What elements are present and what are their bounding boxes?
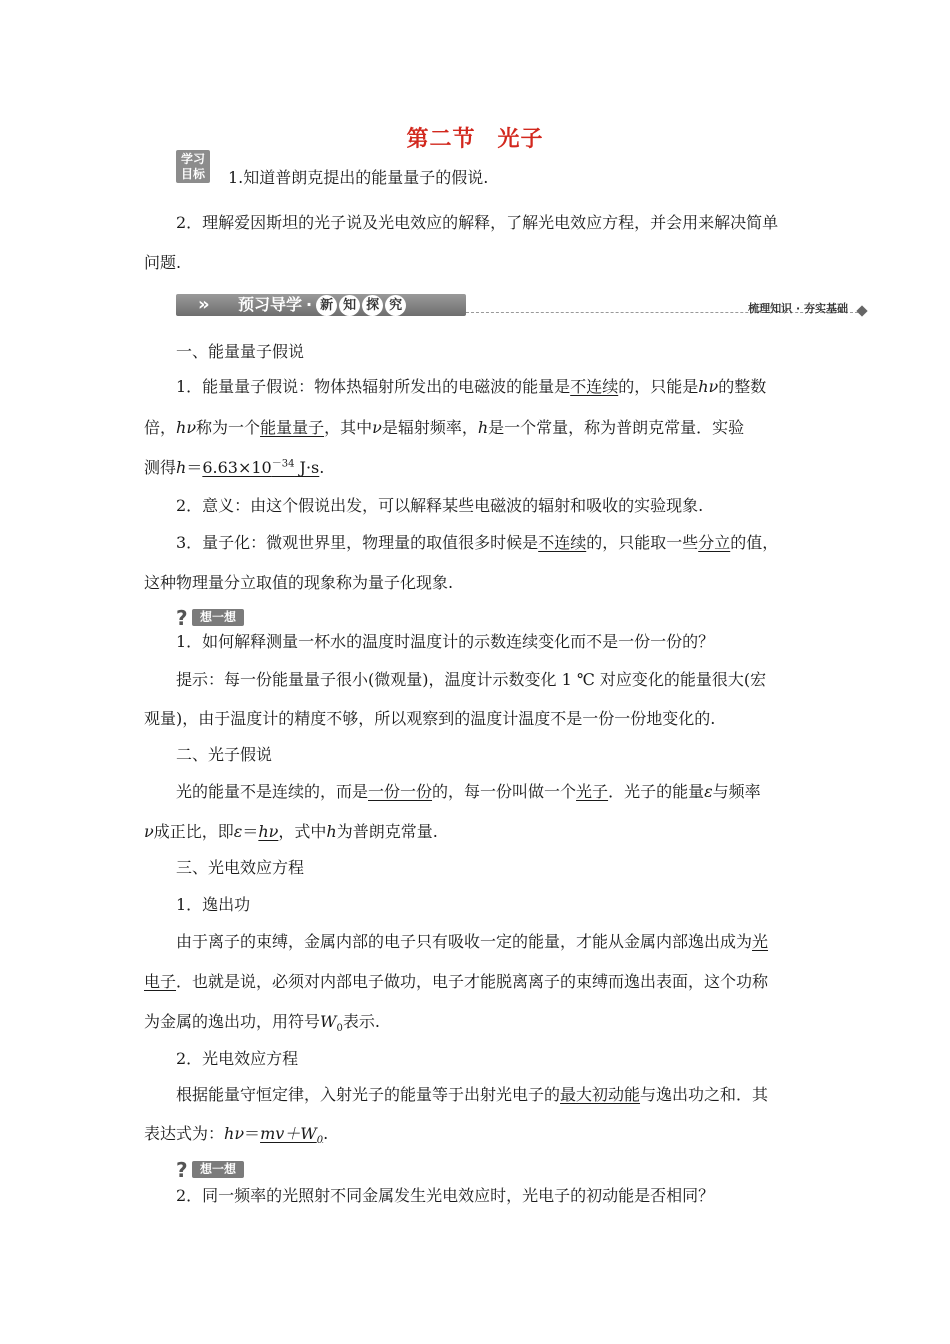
text: 光的能量不是连续的，而是 bbox=[176, 782, 369, 801]
underlined-answer: hν bbox=[258, 822, 279, 841]
banner-char-3: 探 bbox=[362, 295, 383, 316]
think1-question: 1．如何解释测量一杯水的温度时温度计的示数连续变化而不是一份一份的？ bbox=[176, 632, 715, 651]
math-hv: hν bbox=[698, 377, 719, 396]
text: 与频率 bbox=[712, 782, 761, 801]
section1-p1-line3 bbox=[144, 458, 324, 478]
text: 为金属的逸出功，用符号 bbox=[144, 1012, 321, 1031]
text: ＝ bbox=[242, 822, 259, 841]
section3-p1-line3 bbox=[144, 1012, 380, 1035]
text: 3．量子化：微观世界里，物理量的取值很多时候是 bbox=[176, 533, 539, 552]
text: 的，只能是 bbox=[618, 377, 699, 396]
text: 与逸出功之和．其 bbox=[640, 1085, 769, 1104]
text: 是一个常量，称为普朗克常量．实验 bbox=[488, 418, 745, 437]
text: 测得 bbox=[144, 458, 177, 477]
math-w: W bbox=[320, 1012, 337, 1031]
underlined-answer: 最大初动能 bbox=[560, 1085, 641, 1104]
subscript: 0 bbox=[336, 1023, 343, 1035]
banner-label-text: 预习导学 bbox=[238, 295, 303, 314]
title-topic: 光子 bbox=[497, 126, 544, 152]
text: 是辐射频率， bbox=[381, 418, 478, 437]
underlined-answer: 光 bbox=[752, 932, 769, 951]
objective-item-1: 1.知道普朗克提出的能量量子的假说. bbox=[228, 168, 489, 187]
text: 表达式为： bbox=[144, 1124, 225, 1143]
page-title bbox=[0, 122, 950, 153]
text: 为普朗克常量. bbox=[336, 822, 438, 841]
section1-p3-line1 bbox=[176, 533, 778, 553]
section1-p3-line2: 这种物理量分立取值的现象称为量子化现象. bbox=[144, 573, 454, 592]
text: ，式中 bbox=[278, 822, 327, 841]
think1-hint-line2: 观量)，由于温度计的精度不够，所以观察到的温度计温度不是一份一份地变化的. bbox=[144, 709, 716, 728]
text: 成正比，即 bbox=[153, 822, 234, 841]
math-epsilon: ε bbox=[704, 782, 713, 801]
text: 的，每一份叫做一个 bbox=[432, 782, 577, 801]
title-section-number: 第二节 bbox=[406, 126, 476, 152]
text: ，其中 bbox=[324, 418, 373, 437]
text: 6.63×10 bbox=[202, 458, 272, 477]
section3-sub2: 2．光电效应方程 bbox=[176, 1049, 299, 1068]
underlined-answer: 能量量子 bbox=[260, 418, 325, 437]
underlined-answer: 不连续 bbox=[538, 533, 587, 552]
text: 的值， bbox=[730, 533, 779, 552]
section3-p1-line1 bbox=[176, 932, 768, 952]
math-h: h bbox=[477, 418, 489, 437]
diamond-icon bbox=[856, 305, 867, 316]
text: 的整数 bbox=[718, 377, 767, 396]
think-tag: 想一想 bbox=[192, 1161, 244, 1178]
math-h: h bbox=[176, 458, 187, 477]
think2-question: 2．同一频率的光照射不同金属发生光电效应时，光电子的初动能是否相同？ bbox=[176, 1186, 715, 1205]
math-epsilon: ε bbox=[233, 822, 243, 841]
text: 称为一个 bbox=[196, 418, 261, 437]
question-mark-icon: ? bbox=[176, 1158, 188, 1182]
banner-right-text: 梳理知识 · 夯实基础 bbox=[748, 302, 848, 315]
text: ＝ bbox=[244, 1124, 261, 1143]
section2-line1 bbox=[176, 782, 761, 802]
underlined-formula bbox=[260, 1124, 324, 1147]
exponent: －34 bbox=[271, 458, 295, 470]
think1-hint-line1: 提示：每一份能量量子很小(微观量)，温度计示数变化 1 ℃ 对应变化的能量很大(宏 bbox=[176, 670, 767, 689]
learning-objectives-badge bbox=[176, 150, 210, 183]
banner-char-4: 究 bbox=[385, 295, 406, 316]
text: . bbox=[323, 1124, 329, 1143]
subscript: 0 bbox=[316, 1135, 324, 1147]
objective-item-2-line-2: 问题. bbox=[144, 253, 182, 272]
banner-dot: · bbox=[306, 295, 313, 314]
underlined-answer: 电子 bbox=[144, 972, 177, 991]
section3-heading: 三、光电效应方程 bbox=[176, 858, 305, 877]
text: . bbox=[319, 458, 325, 477]
section1-p1-line1 bbox=[176, 377, 766, 397]
section3-p2-line2 bbox=[144, 1124, 329, 1147]
text: 表示. bbox=[342, 1012, 380, 1031]
math-nu: ν bbox=[144, 822, 154, 841]
badge-line-1: 学习 bbox=[180, 152, 205, 166]
text: 1．能量量子假说：物体热辐射所发出的电磁波的能量是 bbox=[176, 377, 571, 396]
text: ＝ bbox=[186, 458, 203, 477]
section-banner bbox=[176, 290, 866, 320]
math-hv: hν bbox=[224, 1124, 245, 1143]
section1-p1-line2 bbox=[144, 418, 744, 438]
think-tag: 想一想 bbox=[192, 609, 244, 626]
section1-p2: 2．意义：由这个假说出发，可以解释某些电磁波的辐射和吸收的实验现象. bbox=[176, 496, 704, 515]
section3-p2-line1 bbox=[176, 1085, 768, 1105]
double-chevron-icon: » bbox=[198, 294, 210, 315]
underlined-answer: 不连续 bbox=[570, 377, 619, 396]
question-mark-icon: ? bbox=[176, 606, 188, 630]
text: 由于离子的束缚，金属内部的电子只有吸收一定的能量，才能从金属内部逸出成为 bbox=[176, 932, 753, 951]
text: ．也就是说，必须对内部电子做功，电子才能脱离离子的束缚而逸出表面，这个功称 bbox=[176, 972, 769, 991]
banner-char-2: 知 bbox=[339, 295, 360, 316]
underlined-answer bbox=[202, 458, 319, 477]
text: 倍， bbox=[144, 418, 177, 437]
underlined-answer: 一份一份 bbox=[368, 782, 433, 801]
math-h: h bbox=[326, 822, 337, 841]
underlined-answer: 分立 bbox=[698, 533, 731, 552]
objective-item-2-line-1: 2．理解爱因斯坦的光子说及光电效应的解释，了解光电效应方程，并会用来解决简单 bbox=[176, 213, 779, 232]
section2-heading: 二、光子假说 bbox=[176, 745, 273, 764]
math-hv: hν bbox=[176, 418, 197, 437]
badge-line-2: 目标 bbox=[180, 167, 205, 181]
formula: mv＋W bbox=[260, 1124, 317, 1143]
underlined-answer: 光子 bbox=[576, 782, 609, 801]
text: 的，只能取一些 bbox=[586, 533, 699, 552]
section3-sub1: 1．逸出功 bbox=[176, 895, 251, 914]
math-nu: ν bbox=[372, 418, 382, 437]
text: 根据能量守恒定律，入射光子的能量等于出射光电子的 bbox=[176, 1085, 561, 1104]
section3-p1-line2 bbox=[144, 972, 768, 992]
section2-line2 bbox=[144, 822, 438, 842]
banner-label bbox=[238, 294, 408, 316]
banner-char-1: 新 bbox=[316, 295, 337, 316]
text: ．光子的能量 bbox=[608, 782, 705, 801]
section1-heading: 一、能量量子假说 bbox=[176, 342, 305, 361]
text: J·s bbox=[294, 458, 320, 477]
